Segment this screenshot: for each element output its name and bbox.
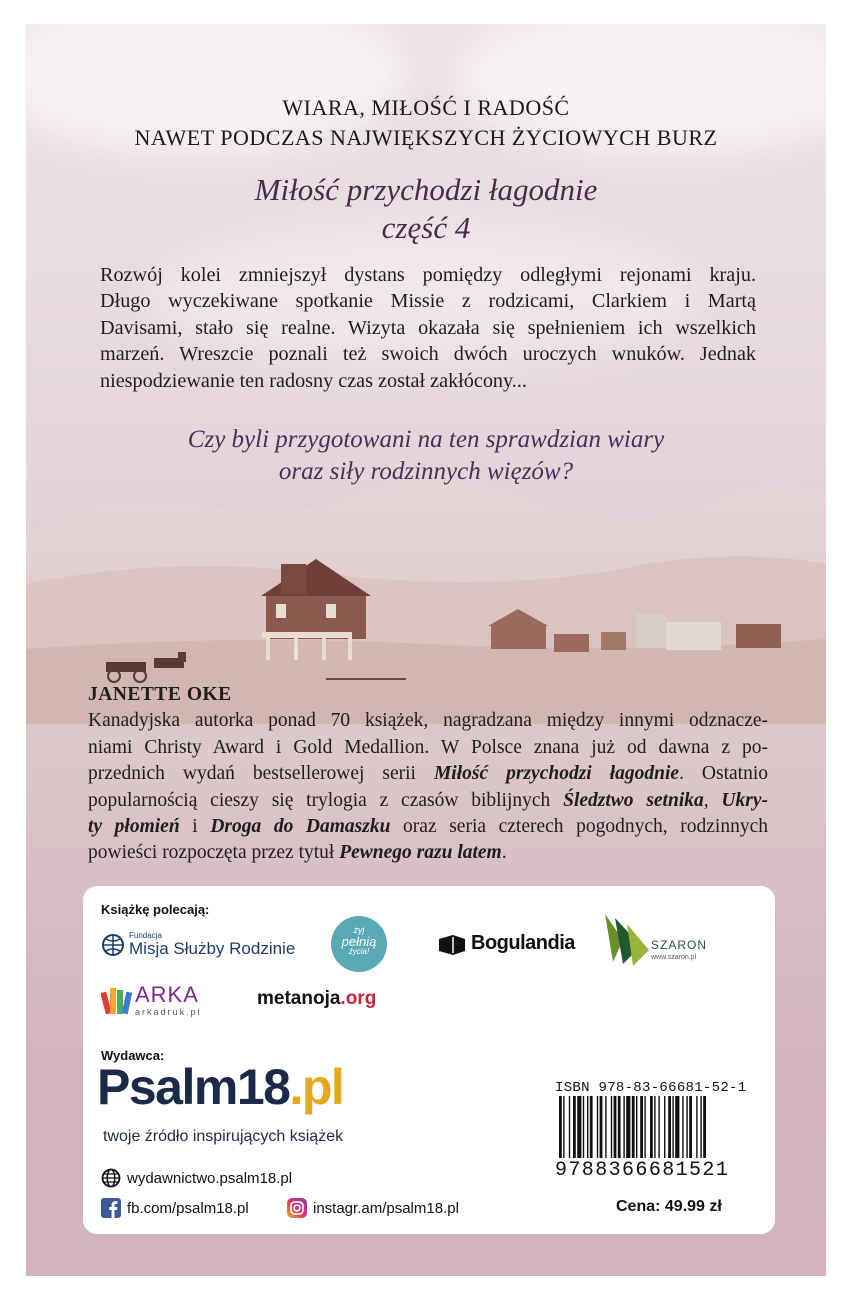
barcode-bar xyxy=(682,1096,683,1158)
tagline-line-2: NAWET PODCZAS NAJWIĘKSZYCH ŻYCIOWYCH BURZ xyxy=(134,125,718,150)
barcode-bar xyxy=(600,1096,603,1158)
price: Cena: 49.99 zł xyxy=(616,1198,722,1215)
barcode-digits: 9788366681521 xyxy=(555,1159,730,1182)
metanoja-logo[interactable] xyxy=(257,988,376,1010)
bogulandia-logo[interactable] xyxy=(437,932,575,955)
barcode-bar xyxy=(597,1096,598,1158)
author-bio-line xyxy=(88,814,768,840)
website-text: wydawnictwo.psalm18.pl xyxy=(127,1169,293,1187)
barcode-bar xyxy=(614,1096,617,1158)
barcode-bar xyxy=(703,1096,706,1158)
facebook-icon xyxy=(101,1198,121,1218)
barcode-bar xyxy=(675,1096,679,1158)
isbn-text: ISBN 978-83-66681-52-1 xyxy=(555,1080,747,1096)
barcode-bar xyxy=(590,1096,593,1158)
barcode-block xyxy=(555,1080,759,1182)
book-title-ref: Śledztwo setnika xyxy=(563,789,704,811)
author-bio-line xyxy=(88,761,768,787)
question-line-1: Czy byli przygotowani na ten sprawdzian wiary xyxy=(187,426,665,453)
publisher-label: Wydawca: xyxy=(101,1048,165,1063)
barcode xyxy=(555,1096,751,1158)
series-title: Miłość przychodzi łagodnie xyxy=(433,763,680,785)
publisher-logo[interactable] xyxy=(97,1059,344,1115)
author-bio-line: niami Christy Award i Gold Medallion. W Polsce znana już od dawna z po- xyxy=(88,736,768,758)
question-line-2: oraz siły rodzinnych więzów? xyxy=(278,458,574,485)
bio-text: oraz seria czterech pogodnych, rodzinnych xyxy=(390,816,768,838)
author-section xyxy=(88,682,768,867)
metanoja-name: metanoja xyxy=(257,988,341,1009)
bio-text: powieści rozpoczęta przez tytuł xyxy=(88,842,340,864)
book-part: część 4 xyxy=(381,210,471,245)
barcode-bar xyxy=(650,1096,653,1158)
blurb-line: Rozwój kolei zmniejszył dystans pomiędzy odległymi rejonami kraju. xyxy=(100,264,756,286)
arka-url: arkadruk.pl xyxy=(135,1007,202,1017)
pelnia-line-3: życia! xyxy=(348,947,370,956)
barcode-bar xyxy=(700,1096,701,1158)
globe-icon xyxy=(101,1168,121,1188)
barcode-bar xyxy=(664,1096,665,1158)
instagram-link[interactable] xyxy=(287,1198,459,1218)
books-icon xyxy=(101,984,133,1016)
barcode-bar xyxy=(583,1096,584,1158)
bio-text: . xyxy=(501,842,507,864)
metanoja-tld: .org xyxy=(340,988,377,1009)
barcode-bar xyxy=(605,1096,606,1158)
barcode-bar xyxy=(618,1096,621,1158)
bogulandia-name: Bogulandia xyxy=(471,932,575,954)
arka-name: ARKA xyxy=(135,982,199,1007)
pelnia-zycia-logo[interactable] xyxy=(331,916,387,972)
blurb-line: Długo wyczekiwane spotkanie Missie z rodzicami, Clarkiem i Martą xyxy=(100,290,756,313)
leaf-icon xyxy=(601,910,651,968)
bio-text: . Ostatnio xyxy=(679,763,769,785)
facebook-link[interactable] xyxy=(101,1198,249,1218)
barcode-bar xyxy=(644,1096,645,1158)
szaron-name: SZARON xyxy=(651,938,708,952)
barcode-bar xyxy=(668,1096,671,1158)
author-bio-line xyxy=(88,788,768,814)
barcode-bar xyxy=(587,1096,588,1158)
bio-text: , xyxy=(703,789,722,811)
bio-text: przednich wydań bestsellerowej serii xyxy=(88,763,434,785)
barcode-bar xyxy=(623,1096,624,1158)
barcode-bar xyxy=(563,1096,564,1158)
author-name: JANETTE OKE xyxy=(88,684,232,705)
author-bio-line xyxy=(88,840,768,866)
bio-text: popularnością cieszy się trylogia z czasów biblijnych xyxy=(88,789,564,811)
publisher-name: Psalm18 xyxy=(97,1059,290,1115)
barcode-bar xyxy=(559,1096,562,1158)
blurb-line: marzeń. Wreszcie poznali też swoich dwóch uroczych wnuków. Jednak xyxy=(100,343,756,366)
barcode-bar xyxy=(636,1096,637,1158)
pelnia-line-1: żyj xyxy=(353,925,365,935)
bio-text: i xyxy=(179,816,211,838)
barcode-bar xyxy=(658,1096,659,1158)
barcode-bar xyxy=(689,1096,692,1158)
book-title-ref: Droga do Damaszku xyxy=(210,816,391,838)
barcode-bar xyxy=(654,1096,655,1158)
website-link[interactable] xyxy=(101,1168,292,1188)
barcode-bar xyxy=(672,1096,673,1158)
book-title-ref: ty płomień xyxy=(88,816,180,838)
arka-logo[interactable] xyxy=(101,984,202,1017)
szaron-url: www.szaron.pl xyxy=(651,954,697,961)
barcode-bar xyxy=(686,1096,687,1158)
barcode-bar xyxy=(569,1096,570,1158)
barcode-bar xyxy=(640,1096,643,1158)
info-panel xyxy=(83,886,775,1234)
publisher-tld: .pl xyxy=(289,1059,344,1115)
book-title: Miłość przychodzi łagodnie xyxy=(254,172,598,207)
barcode-bar xyxy=(577,1096,581,1158)
tagline-line-1: WIARA, MIŁOŚĆ I RADOŚĆ xyxy=(282,95,570,120)
blurb-line: niespodziewanie ten radosny czas został zakłócony... xyxy=(100,369,527,392)
barcode-bar xyxy=(632,1096,635,1158)
blurb-line: Davisami, stało się realne. Wizyta okazała się spełnieniem ich wszelkich xyxy=(100,316,756,339)
recommend-label: Książkę polecają: xyxy=(101,902,210,917)
book-icon xyxy=(437,933,467,955)
book-title-ref: Ukry- xyxy=(721,789,768,811)
book-title-ref: Pewnego razu latem xyxy=(339,842,502,864)
misja-name: Misja Służby Rodzinie xyxy=(129,939,296,958)
blurb xyxy=(100,262,756,394)
barcode-bar xyxy=(696,1096,697,1158)
barcode-bar xyxy=(626,1096,630,1158)
globe-people-icon xyxy=(101,933,125,957)
instagram-text: instagr.am/psalm18.pl xyxy=(313,1199,459,1217)
szaron-logo[interactable] xyxy=(601,910,711,970)
author-bio-line: Kanadyjska autorka ponad 70 książek, nagradzana między innymi odznacze- xyxy=(88,710,768,732)
misja-logo[interactable] xyxy=(101,932,295,957)
barcode-bar xyxy=(573,1096,576,1158)
instagram-icon xyxy=(287,1198,307,1218)
facebook-text: fb.com/psalm18.pl xyxy=(127,1199,249,1217)
misja-small: Fundacja xyxy=(129,931,162,940)
barcode-bar xyxy=(611,1096,612,1158)
pelnia-line-2: pełnią xyxy=(341,934,377,949)
publisher-tagline: twoje źródło inspirujących książek xyxy=(103,1128,344,1145)
